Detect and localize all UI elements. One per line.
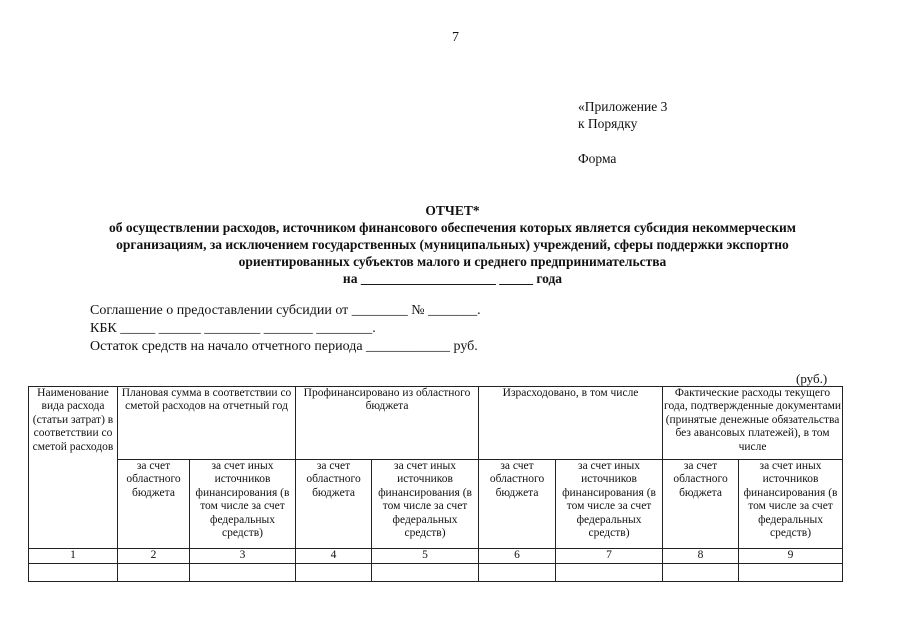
empty-cell — [118, 564, 190, 582]
column-numbers-row — [29, 549, 843, 564]
subheader-other-sources: за счет иных источников финансирования (в том числе за счет федеральных средств) — [556, 460, 663, 549]
col-group-planned: Плановая сумма в соответствии со сметой расходов на отчетный год — [118, 387, 296, 460]
empty-cell — [372, 564, 479, 582]
empty-cell — [663, 564, 739, 582]
table-header-row — [29, 387, 843, 460]
report-subtitle-line-3: ориентированных субъектов малого и среднего предпринимательства — [238, 254, 667, 269]
column-number: 1 — [29, 549, 118, 564]
subheader-other-sources: за счет иных источников финансирования (в том числе за счет федеральных средств) — [739, 460, 843, 549]
subheader-regional: за счет областного бюджета — [296, 460, 372, 549]
appendix-line-1: «Приложение 3 — [578, 99, 668, 114]
table-row-empty — [29, 564, 843, 582]
empty-cell — [556, 564, 663, 582]
column-number: 5 — [372, 549, 479, 564]
subheader-regional: за счет областного бюджета — [479, 460, 556, 549]
balance-field: Остаток средств на начало отчетного периода ____________ руб. — [90, 339, 478, 354]
col-group-actual: Фактические расходы текущего года, подтвержденные документами (принятые денежные обязательства без авансовых платежей), в том числе — [663, 387, 843, 460]
empty-cell — [739, 564, 843, 582]
column-number: 6 — [479, 549, 556, 564]
page-number: 7 — [452, 30, 459, 45]
report-subtitle-line-2: организациям, за исключением государственных (муниципальных) учреждений, сферы поддержки экспортно — [116, 237, 789, 252]
table-subheader-row — [29, 460, 843, 549]
appendix-line-2: к Порядку — [578, 116, 638, 131]
column-number: 7 — [556, 549, 663, 564]
subheader-other-sources: за счет иных источников финансирования (в том числе за счет федеральных средств) — [372, 460, 479, 549]
subheader-regional: за счет областного бюджета — [118, 460, 190, 549]
report-title: ОТЧЕТ* — [425, 203, 480, 218]
column-number: 2 — [118, 549, 190, 564]
empty-cell — [190, 564, 296, 582]
report-table — [28, 386, 843, 582]
empty-cell — [479, 564, 556, 582]
empty-cell — [29, 564, 118, 582]
column-number: 4 — [296, 549, 372, 564]
col-header-expense-name: Наименование вида расхода (статьи затрат) в соответствии со сметой расходов — [29, 387, 118, 549]
report-subtitle-line-1: об осуществлении расходов, источником финансового обеспечения которых является субсидия некоммерческим — [108, 220, 797, 235]
agreement-field: Соглашение о предоставлении субсидии от ________ № _______. — [90, 303, 481, 318]
col-group-spent: Израсходовано, в том числе — [479, 387, 663, 460]
subheader-other-sources: за счет иных источников финансирования (в том числе за счет федеральных средств) — [190, 460, 296, 549]
form-label: Форма — [578, 151, 617, 166]
unit-label: (руб.) — [796, 371, 828, 386]
column-number: 9 — [739, 549, 843, 564]
column-number: 3 — [190, 549, 296, 564]
report-period-line: на ____________________ _____ года — [342, 271, 563, 286]
subheader-regional: за счет областного бюджета — [663, 460, 739, 549]
col-group-financed: Профинансировано из областного бюджета — [296, 387, 479, 460]
column-number: 8 — [663, 549, 739, 564]
kbk-field: КБК _____ ______ ________ _______ ________. — [90, 321, 376, 336]
empty-cell — [296, 564, 372, 582]
